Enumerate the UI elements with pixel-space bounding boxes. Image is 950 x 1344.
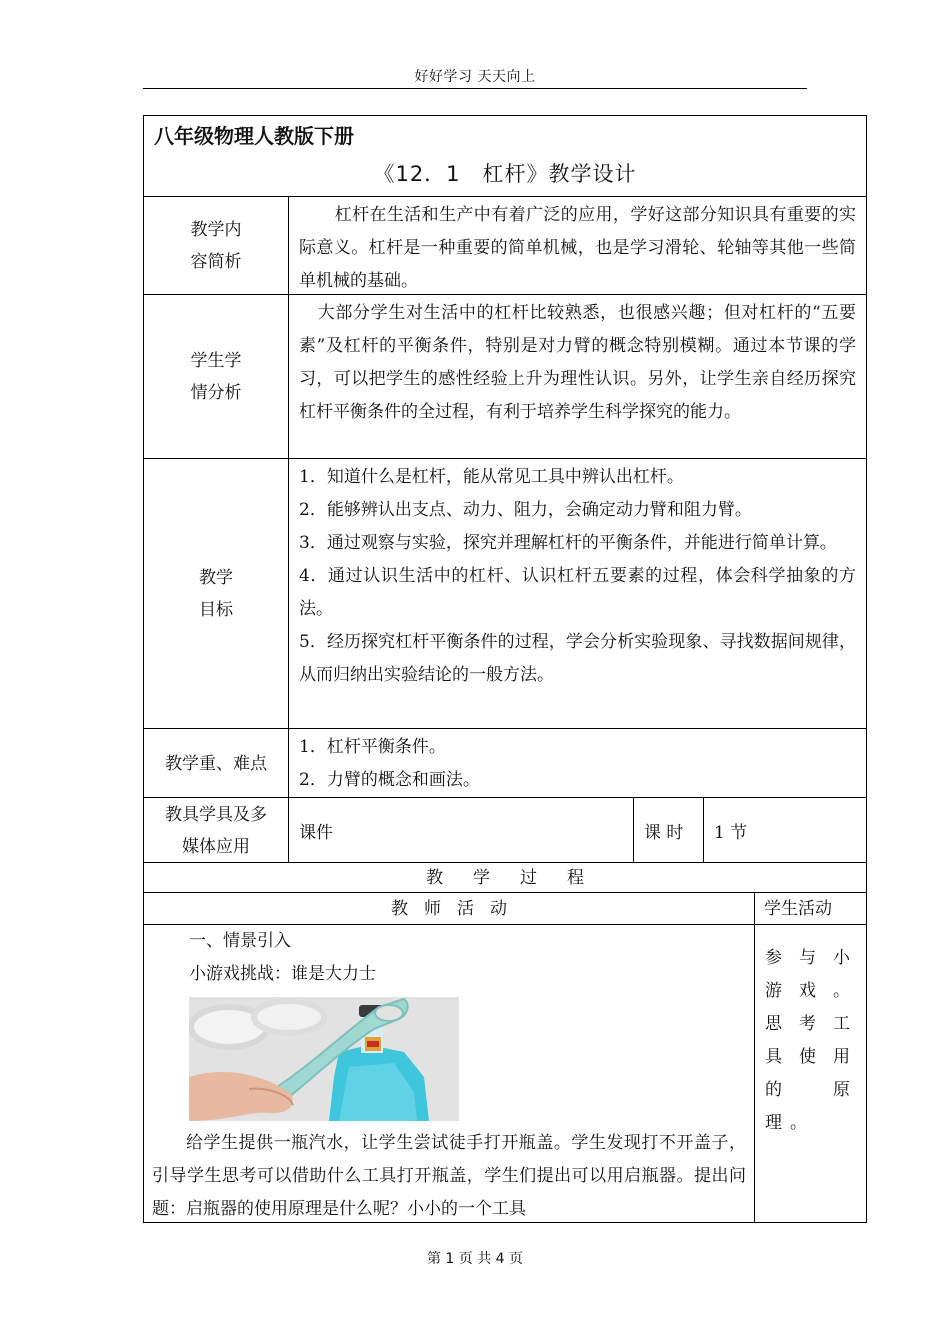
- student-activity-header: 学生活动: [764, 899, 832, 919]
- lesson-title: 《12．1 杠杆》教学设计: [373, 162, 637, 186]
- hours-label: 课 时: [634, 798, 704, 863]
- intro-paragraph: 给学生提供一瓶汽水，让学生尝试徒手打开瓶盖。学生发现打不开盖子，引导学生思考可以借助什么工具打开瓶盖，学生们提出可以用启瓶器。提出问题：启瓶器的使用原理是什么呢？小小的一个工具: [152, 1133, 746, 1219]
- objective-item: 4．通过认识生活中的杠杆、认识杠杆五要素的过程，体会科学抽象的方法。: [299, 566, 856, 619]
- page-header: 好好学习 天天向上: [414, 69, 536, 85]
- bottle-opener-illustration: [189, 997, 459, 1121]
- teacher-activity: [144, 925, 755, 1223]
- student-analysis-label: 学生学 情分析: [144, 295, 289, 459]
- objectives-label: 教学 目标: [144, 459, 289, 729]
- key-points-label: 教学重、难点: [144, 729, 289, 798]
- objectives-row: [144, 458, 866, 729]
- section-title: 一、情景引入: [189, 931, 291, 951]
- key-points-list: [289, 729, 866, 798]
- page-footer: 第 1 页 共 4 页: [426, 1251, 524, 1267]
- objective-item: 2．能够辨认出支点、动力、阻力，会确定动力臂和阻力臂。: [299, 500, 752, 520]
- process-header: 教学过程: [426, 868, 614, 888]
- key-point-item: 1．杠杆平衡条件。: [299, 737, 446, 757]
- activity-body-row: [144, 924, 866, 1223]
- header-divider: [143, 88, 807, 89]
- objective-item: 5．经历探究杠杆平衡条件的过程，学会分析实验现象、寻找数据间规律，从而归纳出实验结论的一般方法。: [299, 632, 856, 685]
- media-value: 课件: [289, 798, 634, 863]
- game-title: 小游戏挑战：谁是大力士: [189, 964, 376, 984]
- teacher-activity-header: 教师活动: [144, 893, 755, 925]
- activity-header-row: [144, 892, 866, 925]
- media-label: 教具学具及多 媒体应用: [144, 798, 289, 863]
- bottle-opener-photo: [189, 997, 459, 1121]
- media-row: [144, 797, 866, 863]
- content-analysis-text: 杠杆在生活和生产中有着广泛的应用，学好这部分知识具有重要的实际意义。杠杆是一种重要的简单机械，也是学习滑轮、轮轴等其他一些简单机械的基础。: [299, 205, 856, 291]
- process-header-row: [144, 862, 866, 893]
- objectives-list: [289, 459, 866, 729]
- objective-item: 1．知道什么是杠杆，能从常见工具中辨认出杠杆。: [299, 467, 684, 487]
- objective-item: 3．通过观察与实验，探究并理解杠杆的平衡条件，并能进行简单计算。: [299, 533, 837, 553]
- grade-title: 八年级物理人教版下册: [154, 124, 354, 148]
- content-analysis-label: 教学内 容简析: [144, 197, 289, 295]
- lesson-plan-table: [143, 115, 867, 1223]
- hours-value: 1 节: [714, 823, 748, 843]
- title-row: [144, 116, 866, 196]
- key-points-row: [144, 728, 866, 798]
- content-analysis-row: [144, 196, 866, 295]
- student-analysis-row: [144, 294, 866, 459]
- student-analysis-text: 大部分学生对生活中的杠杆比较熟悉，也很感兴趣；但对杠杆的“五要素”及杠杆的平衡条件，特别是对力臂的概念特别模糊。通过本节课的学习，可以把学生的感性经验上升为理性认识。另外，让学生亲自经历探究杠杆平衡条件的全过程，有利于培养学生科学探究的能力。: [299, 303, 856, 422]
- student-activity: 参与小游戏。思考工具使用的原理。: [765, 948, 858, 1133]
- key-point-item: 2．力臂的概念和画法。: [299, 770, 480, 790]
